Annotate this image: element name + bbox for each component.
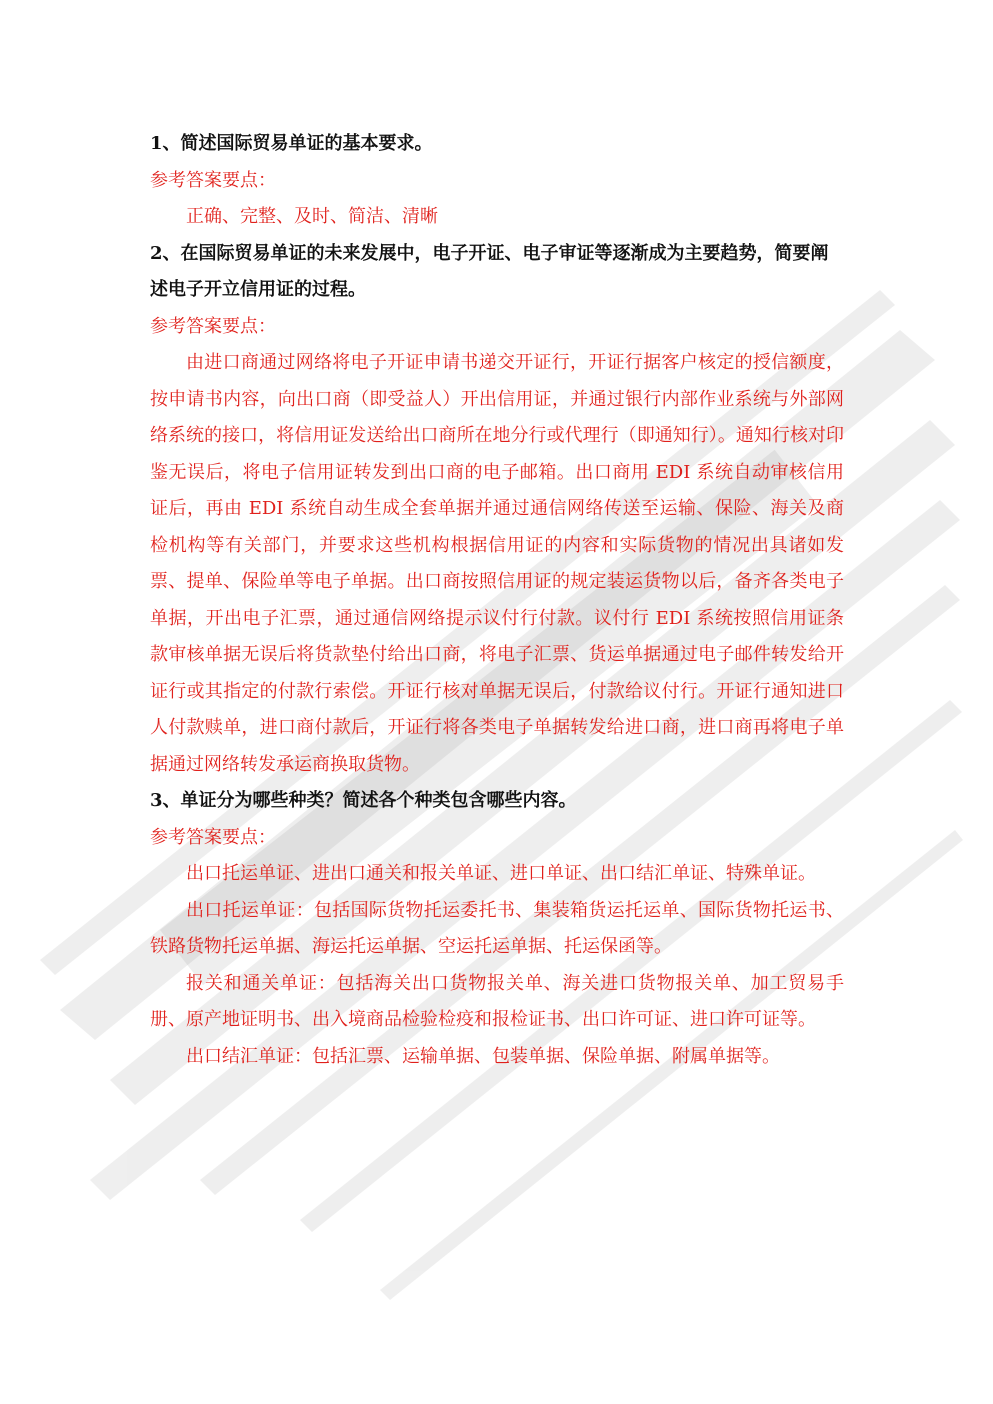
question-1: 1、简述国际贸易单证的基本要求。 — [150, 133, 433, 154]
reference-answer-label-3: 参考答案要点： — [150, 826, 276, 848]
answer-2-paragraph-1: 由进口商通过网络将电子开证申请书递交开证行，开证行据客户核定的授信额度，按申请书内容，向出口商（即受益人）开出信用证，并通过银行内部作业系统与外部网络系统的接口，将信用证发送给出口商所在地分行或代理行（即通知行）。通知行核对印鉴无误后，将电子信用证转发到出口商的电子邮箱。出口商用 EDI 系统自动审核信用证后，再由 EDI 系统自动生成全套单据并通过通信网络传送至运输、保险、海关及商检机构等有关部门，并要求这些机构根据信用证的内容和实际货物的情况出具诸如发票、提单、保险单等电子单据。出口商按照信用证的规定装运货物以后，备齐各类电子单据，开出电子汇票，通过通信网络提示议付行付款。议付行 EDI 系统按照信用证条款审核单据无误后将货款垫付给出口商，将电子汇票、货运单据通过电子邮件转发给开证行或其指定的付款行索偿。开证行核对单据无误后，付款给议付行。开证行通知进口人付款赎单，进口商付款后，开证行将各类电子单据转发给进口商，进口商再将电子单据通过网络转发承运商换取货物。 — [150, 352, 844, 775]
answer-1-paragraph-1: 正确、完整、及时、简洁、清晰 — [186, 206, 438, 227]
reference-answer-label-2: 参考答案要点： — [150, 315, 276, 337]
question-block-2 — [150, 236, 844, 784]
document-page — [150, 126, 844, 1075]
answer-3-paragraph-3: 报关和通关单证：包括海关出口货物报关单、海关进口货物报关单、加工贸易手册、原产地证明书、出入境商品检验检疫和报检证书、出口许可证、进口许可证等。 — [150, 972, 844, 1030]
answer-3-paragraph-2: 出口托运单证：包括国际货物托运委托书、集装箱货运托运单、国际货物托运书、铁路货物托运单据、海运托运单据、空运托运单据、托运保函等。 — [150, 899, 844, 957]
answer-3-paragraph-4: 出口结汇单证：包括汇票、运输单据、包装单据、保险单据、附属单据等。 — [186, 1045, 780, 1067]
question-block-3 — [150, 783, 844, 1075]
question-3: 3、单证分为哪些种类？简述各个种类包含哪些内容。 — [150, 790, 577, 811]
question-block-1 — [150, 126, 844, 236]
question-2: 2、在国际贸易单证的未来发展中，电子开证、电子审证等逐渐成为主要趋势，简要阐述电子开立信用证的过程。 — [150, 242, 829, 300]
reference-answer-label-1: 参考答案要点： — [150, 169, 276, 191]
answer-3-paragraph-1: 出口托运单证、进出口通关和报关单证、进口单证、出口结汇单证、特殊单证。 — [186, 863, 816, 884]
